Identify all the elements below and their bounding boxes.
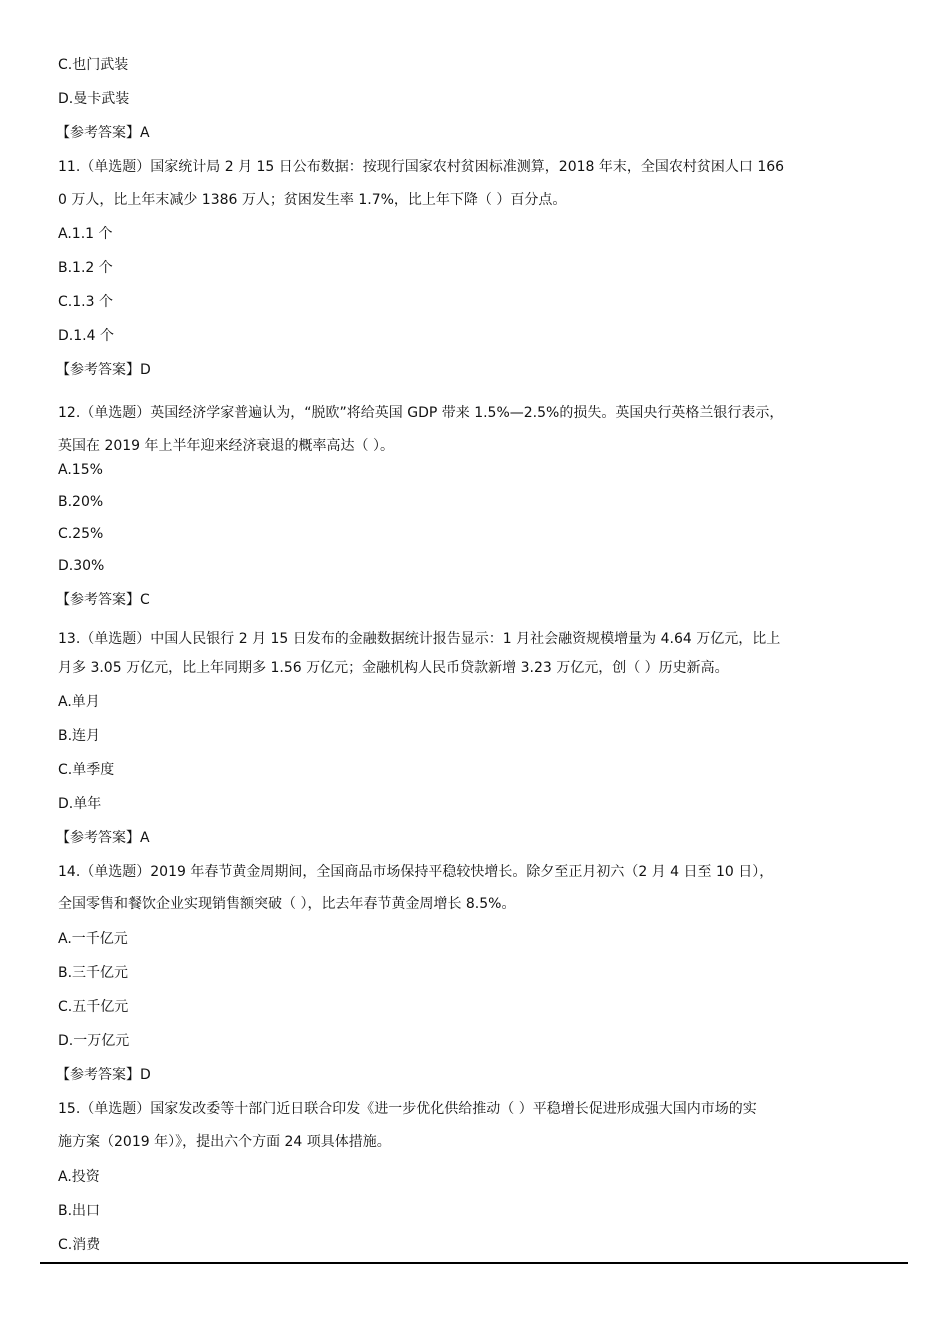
- question-text: 13.（单选题）中国人民银行 2 月 15 日发布的金融数据统计报告显示：1 月社会融资规模增量为 4.64 万亿元，比上: [58, 631, 781, 647]
- question-text: 0 万人，比上年末减少 1386 万人；贫困发生率 1.7%，比上年下降（ ）百分点。: [58, 192, 567, 208]
- option-text: C.25%: [58, 526, 104, 542]
- question-text: 12.（单选题）英国经济学家普遍认为，“脱欧”将给英国 GDP 带来 1.5%—2.5%的损失。英国央行英格兰银行表示，: [58, 405, 784, 421]
- option-text: C.消费: [58, 1237, 101, 1253]
- question-text: 14.（单选题）2019 年春节黄金周期间，全国商品市场保持平稳较快增长。除夕至正月初六（2 月 4 日至 10 日），: [58, 864, 774, 880]
- option-text: D.曼卡武装: [58, 91, 130, 107]
- question-text: 施方案（2019 年）》，提出六个方面 24 项具体措施。: [58, 1134, 391, 1150]
- answer-text: 【参考答案】A: [56, 830, 150, 846]
- option-text: B.出口: [58, 1203, 101, 1219]
- option-text: C.1.3 个: [58, 294, 113, 310]
- answer-text: 【参考答案】D: [56, 1067, 151, 1083]
- option-text: D.30%: [58, 558, 105, 574]
- footer-rule: [40, 1262, 908, 1264]
- option-text: C.单季度: [58, 762, 115, 778]
- answer-text: 【参考答案】D: [56, 362, 151, 378]
- option-text: A.一千亿元: [58, 931, 128, 947]
- answer-text: 【参考答案】A: [56, 125, 150, 141]
- option-text: B.20%: [58, 494, 104, 510]
- option-text: A.15%: [58, 462, 103, 478]
- question-text: 月多 3.05 万亿元，比上年同期多 1.56 万亿元；金融机构人民币贷款新增 3.23 万亿元，创（ ）历史新高。: [58, 660, 729, 676]
- option-text: A.1.1 个: [58, 226, 113, 242]
- option-text: C.五千亿元: [58, 999, 129, 1015]
- option-text: B.连月: [58, 728, 101, 744]
- question-text: 11.（单选题）国家统计局 2 月 15 日公布数据：按现行国家农村贫困标准测算，2018 年末，全国农村贫困人口 166: [58, 159, 785, 175]
- option-text: C.也门武装: [58, 57, 129, 73]
- option-text: D.1.4 个: [58, 328, 114, 344]
- option-text: D.一万亿元: [58, 1033, 130, 1049]
- answer-text: 【参考答案】C: [56, 592, 150, 608]
- question-text: 英国在 2019 年上半年迎来经济衰退的概率高达（ ）。: [58, 438, 394, 454]
- question-text: 15.（单选题）国家发改委等十部门近日联合印发《进一步优化供给推动（ ）平稳增长促进形成强大国内市场的实: [58, 1101, 757, 1117]
- option-text: B.1.2 个: [58, 260, 113, 276]
- option-text: B.三千亿元: [58, 965, 129, 981]
- option-text: D.单年: [58, 796, 102, 812]
- question-text: 全国零售和餐饮企业实现销售额突破（ ），比去年春节黄金周增长 8.5%。: [58, 896, 516, 912]
- option-text: A.单月: [58, 694, 100, 710]
- option-text: A.投资: [58, 1169, 100, 1185]
